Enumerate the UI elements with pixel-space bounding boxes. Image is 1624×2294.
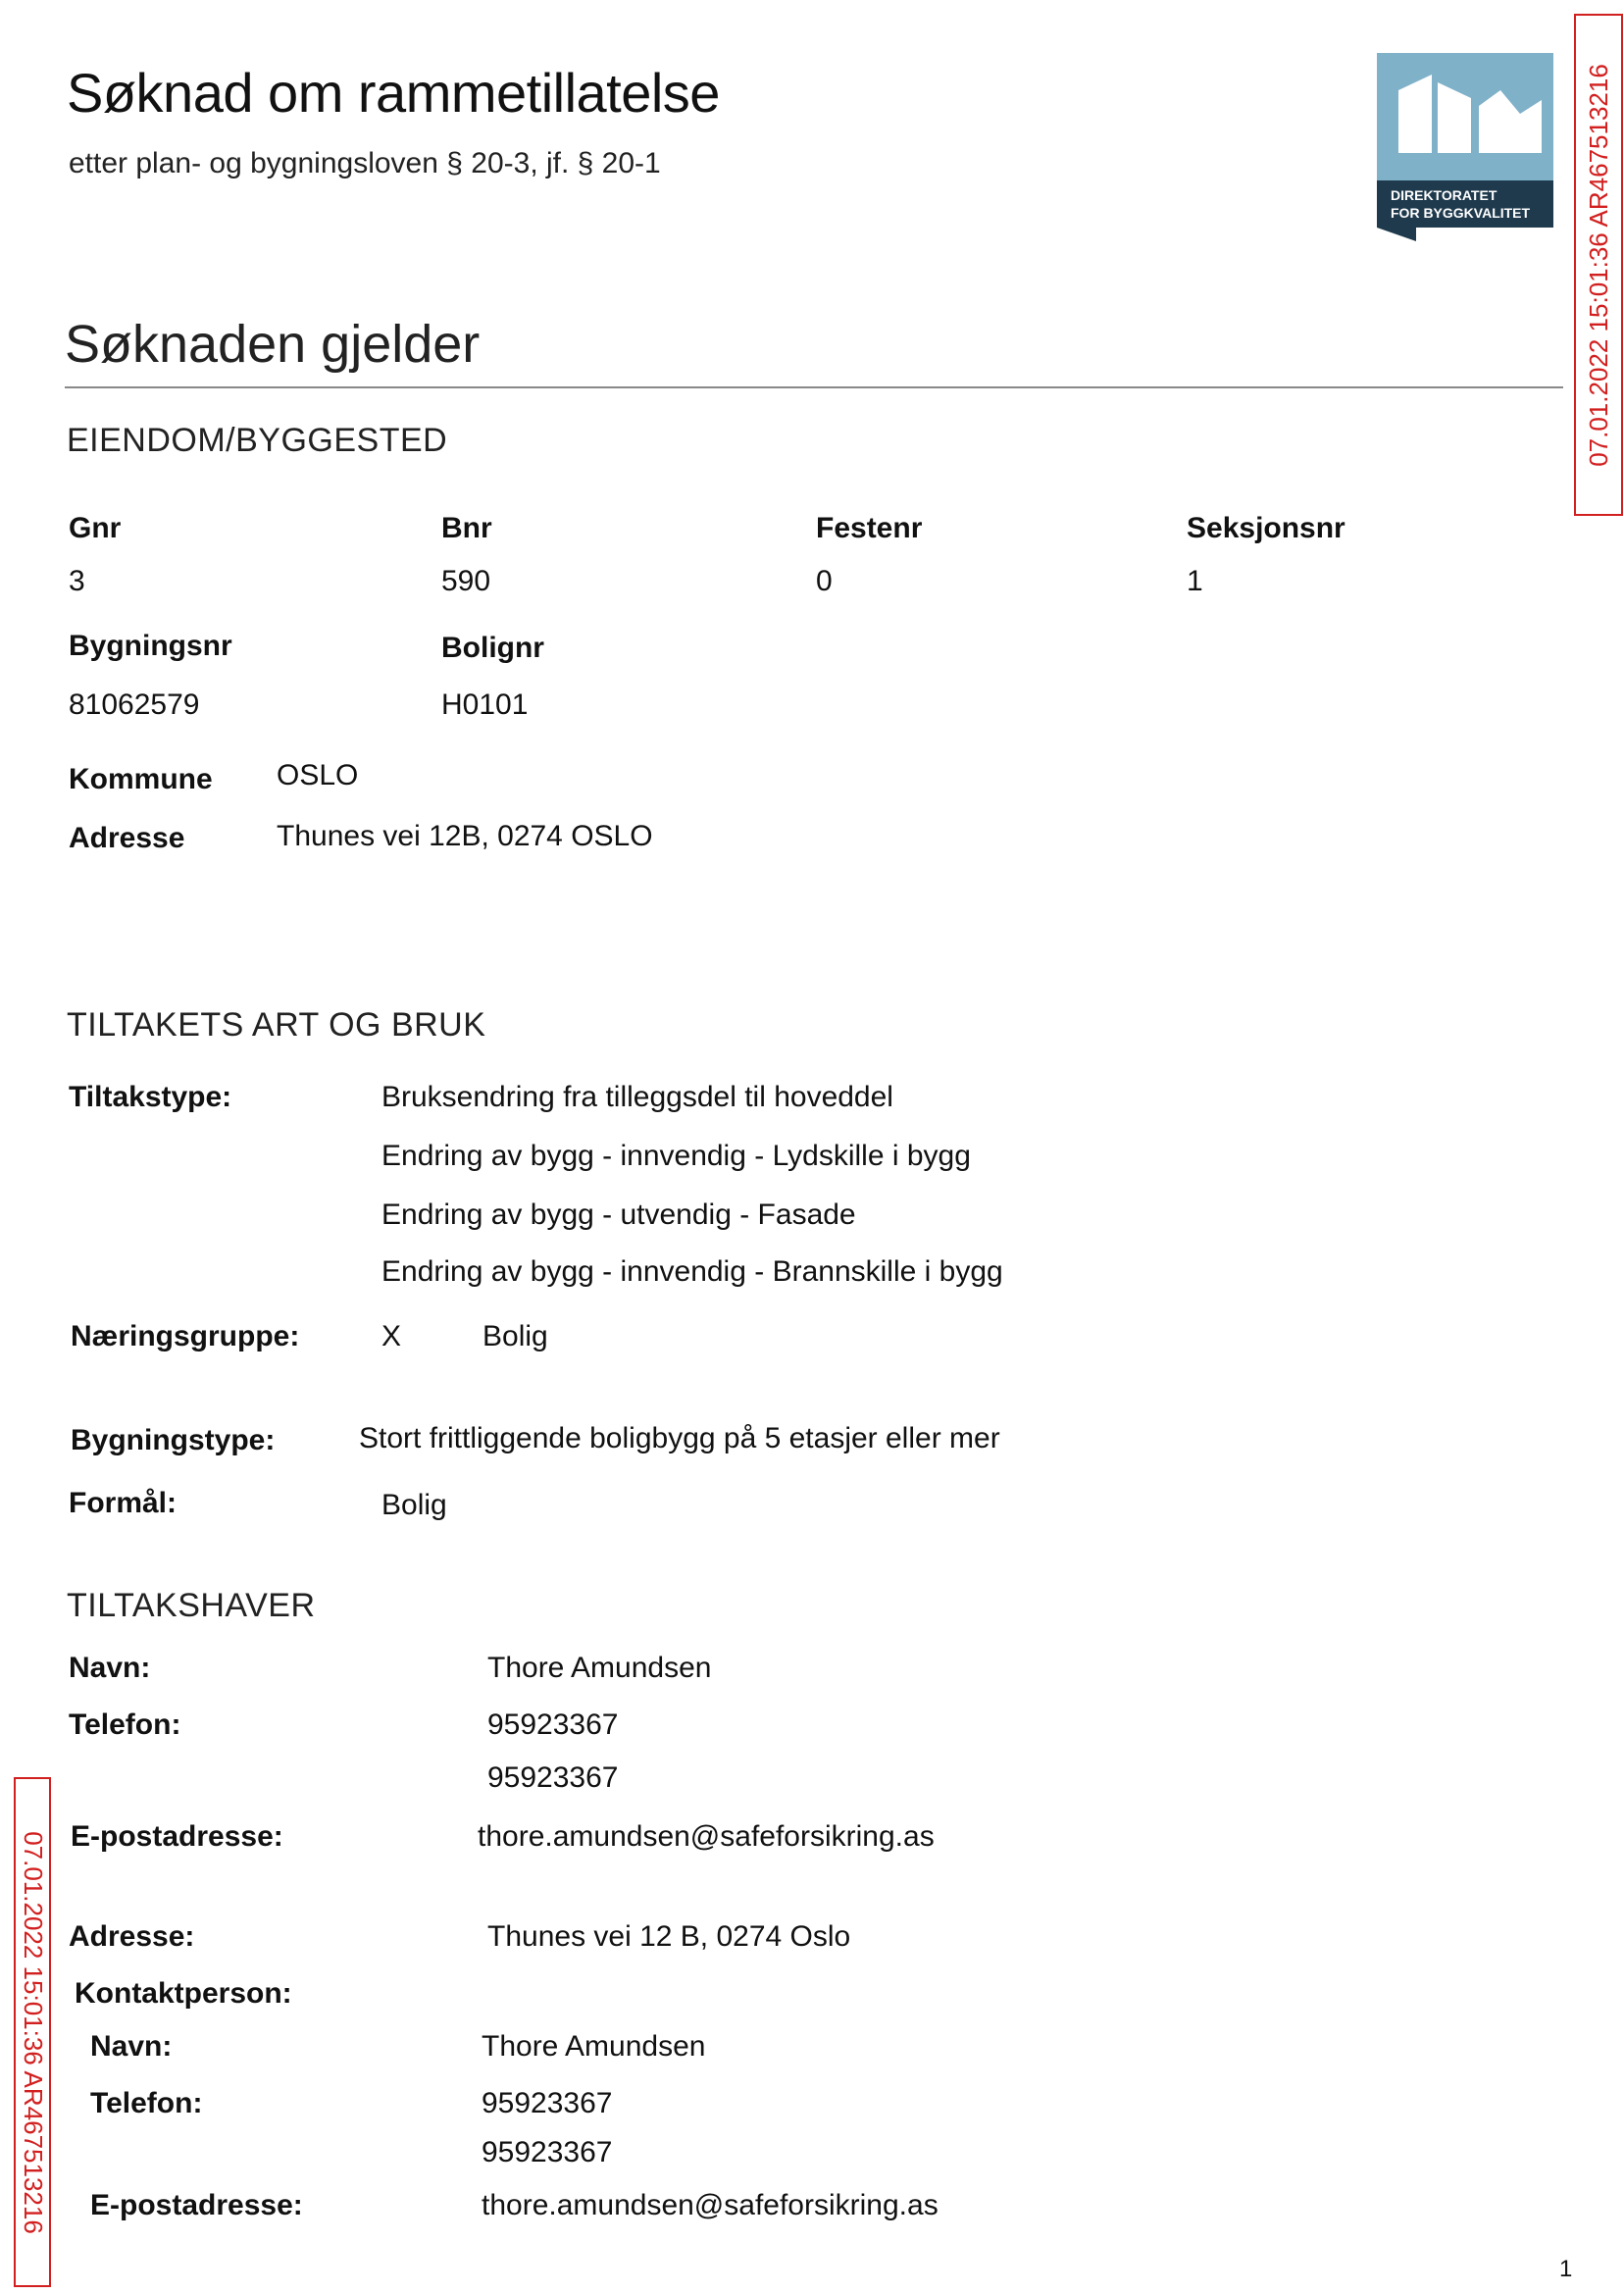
kommune-value: OSLO bbox=[277, 759, 359, 791]
owner-telefon-value: 95923367 bbox=[487, 1761, 619, 1794]
tiltakstype-item: Endring av bygg - utvendig - Fasade bbox=[381, 1198, 856, 1231]
owner-adresse-value: Thunes vei 12 B, 0274 Oslo bbox=[487, 1920, 851, 1953]
formaal-label: Formål: bbox=[69, 1487, 178, 1519]
festenr-value: 0 bbox=[816, 565, 833, 597]
section-title: Søknaden gjelder bbox=[65, 315, 481, 374]
logo-text-line1: DIREKTORATET bbox=[1391, 187, 1497, 203]
page-title: Søknad om rammetillatelse bbox=[67, 62, 720, 124]
bolignr-value: H0101 bbox=[441, 688, 529, 721]
owner-navn-label: Navn: bbox=[69, 1652, 151, 1684]
section-divider bbox=[65, 386, 1563, 388]
kontaktperson-telefon-value: 95923367 bbox=[482, 2087, 613, 2119]
formaal-value: Bolig bbox=[381, 1489, 447, 1521]
owner-telefon-value: 95923367 bbox=[487, 1708, 619, 1741]
measure-heading: TILTAKETS ART OG BRUK bbox=[67, 1006, 486, 1044]
page-subtitle: etter plan- og bygningsloven § 20-3, jf. § 20-1 bbox=[69, 147, 661, 179]
kommune-label: Kommune bbox=[69, 763, 213, 795]
naeringsgruppe-code: X bbox=[381, 1320, 402, 1352]
kontaktperson-epost-value: thore.amundsen@safeforsikring.as bbox=[482, 2189, 939, 2221]
gnr-label: Gnr bbox=[69, 512, 122, 544]
date-stamp-left: 07.01.2022 15:01:36 AR467513216 bbox=[14, 1777, 51, 2287]
bygningsnr-label: Bygningsnr bbox=[69, 630, 232, 662]
gnr-value: 3 bbox=[69, 565, 85, 597]
page-number: 1 bbox=[1559, 2256, 1573, 2282]
bnr-label: Bnr bbox=[441, 512, 492, 544]
bygningsnr-value: 81062579 bbox=[69, 688, 200, 721]
owner-adresse-label: Adresse: bbox=[69, 1920, 195, 1953]
owner-epost-label: E-postadresse: bbox=[71, 1820, 283, 1853]
bnr-value: 590 bbox=[441, 565, 491, 597]
seksjonsnr-value: 1 bbox=[1187, 565, 1203, 597]
festenr-label: Festenr bbox=[816, 512, 923, 544]
kontaktperson-navn-value: Thore Amundsen bbox=[482, 2030, 706, 2063]
seksjonsnr-label: Seksjonsnr bbox=[1187, 512, 1345, 544]
tiltakstype-item: Bruksendring fra tilleggsdel til hoveddel bbox=[381, 1081, 893, 1113]
property-heading: EIENDOM/BYGGESTED bbox=[67, 422, 448, 459]
adresse-label: Adresse bbox=[69, 822, 185, 854]
kontaktperson-navn-label: Navn: bbox=[90, 2030, 173, 2063]
bygningstype-value: Stort frittliggende boligbygg på 5 etasjer eller mer bbox=[359, 1422, 1000, 1454]
kontaktperson-epost-label: E-postadresse: bbox=[90, 2189, 303, 2221]
kontaktperson-telefon-value: 95923367 bbox=[482, 2136, 613, 2168]
naeringsgruppe-value: Bolig bbox=[482, 1320, 548, 1352]
tiltakstype-item: Endring av bygg - innvendig - Lydskille i bygg bbox=[381, 1140, 971, 1172]
naeringsgruppe-label: Næringsgruppe: bbox=[71, 1320, 300, 1352]
owner-epost-value: thore.amundsen@safeforsikring.as bbox=[478, 1820, 935, 1853]
dibk-logo bbox=[1377, 53, 1553, 241]
owner-telefon-label: Telefon: bbox=[69, 1708, 181, 1741]
tiltakstype-item: Endring av bygg - innvendig - Brannskille i bygg bbox=[381, 1255, 1003, 1288]
date-stamp-right: 07.01.2022 15:01:36 AR467513216 bbox=[1574, 14, 1623, 516]
bygningstype-label: Bygningstype: bbox=[71, 1424, 276, 1456]
tiltakstype-label: Tiltakstype: bbox=[69, 1081, 232, 1113]
kontaktperson-telefon-label: Telefon: bbox=[90, 2087, 203, 2119]
adresse-value: Thunes vei 12B, 0274 OSLO bbox=[277, 820, 653, 852]
kontaktperson-label: Kontaktperson: bbox=[75, 1977, 292, 2010]
owner-navn-value: Thore Amundsen bbox=[487, 1652, 712, 1684]
owner-heading: TILTAKSHAVER bbox=[67, 1587, 316, 1624]
bolignr-label: Bolignr bbox=[441, 632, 544, 664]
logo-text-line2: FOR BYGGKVALITET bbox=[1391, 205, 1531, 221]
